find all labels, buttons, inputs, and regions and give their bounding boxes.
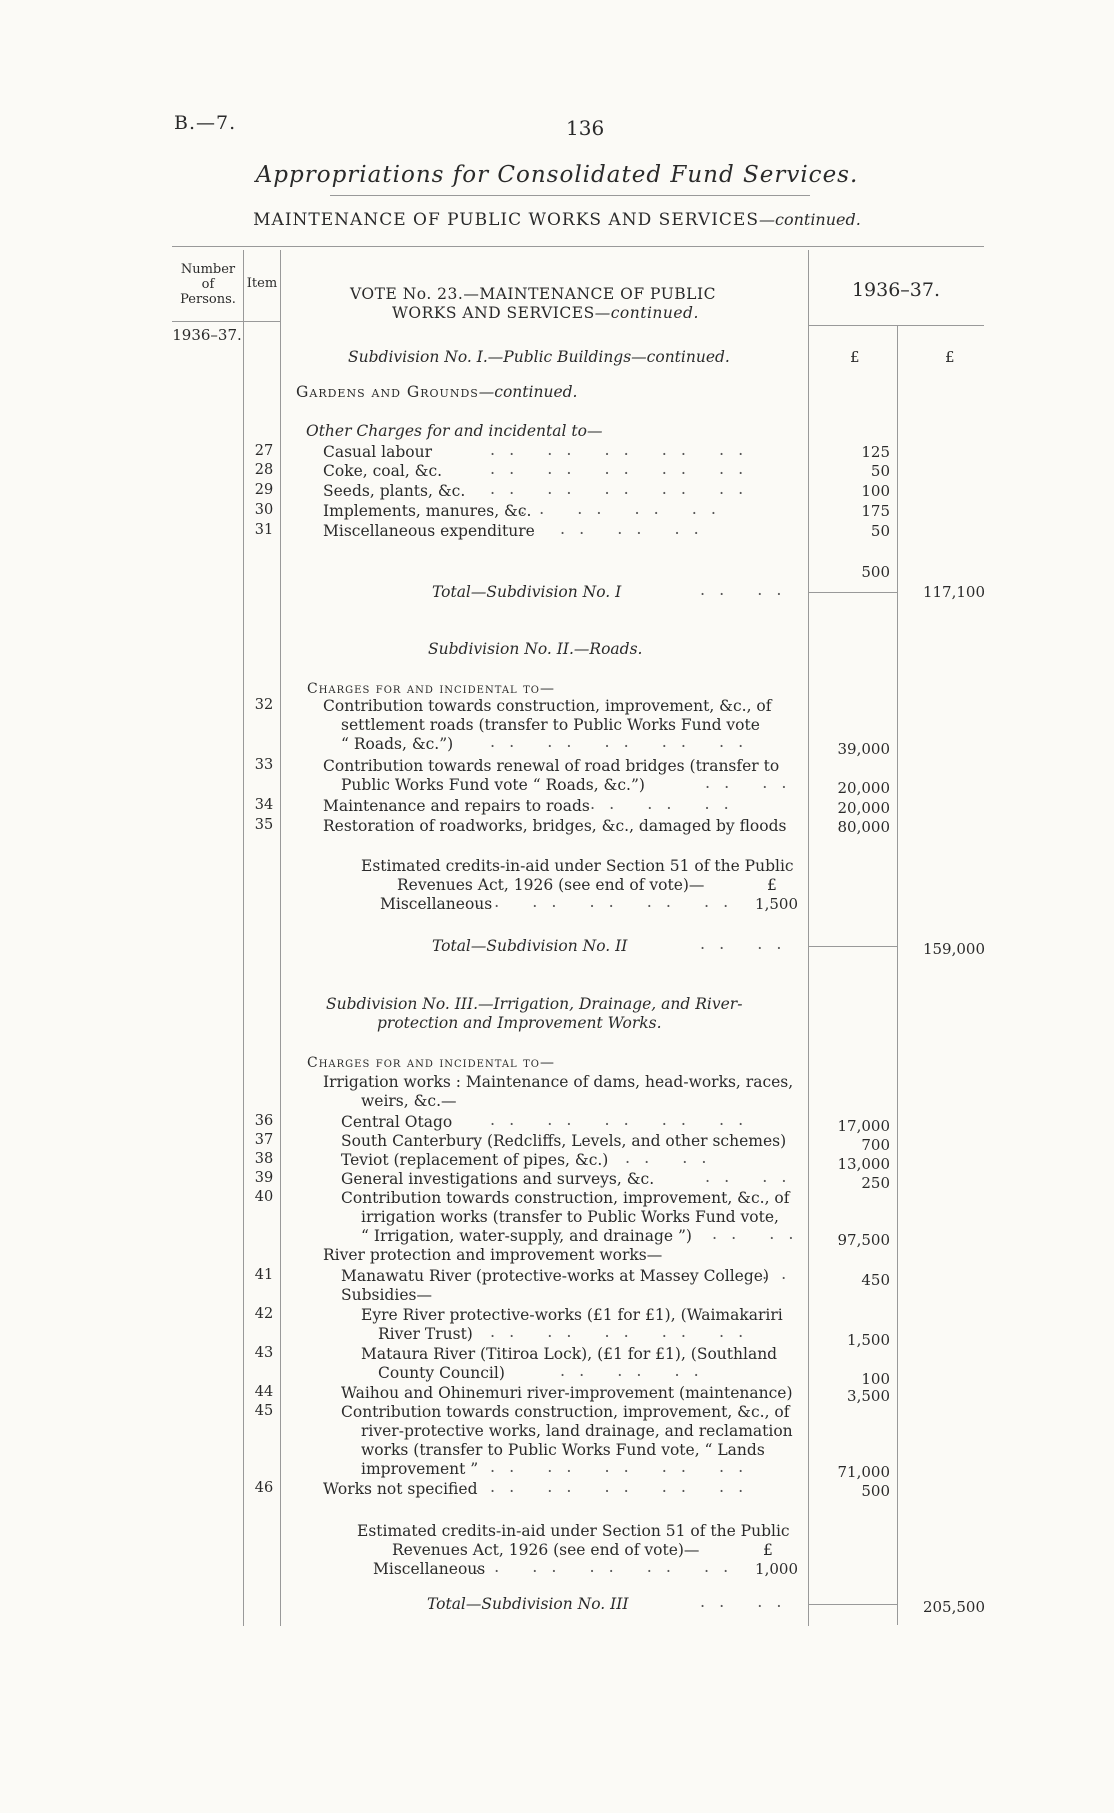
item-amount: 20,000 bbox=[837, 779, 890, 797]
item-description: Teviot (replacement of pipes, &c.) bbox=[341, 1151, 609, 1169]
item-description: Mataura River (Titiroa Lock), (£1 for £1), (Southland bbox=[361, 1345, 778, 1363]
item-amount: 175 bbox=[861, 502, 890, 520]
subtotal-rule bbox=[808, 1604, 897, 1605]
item-amount: 71,000 bbox=[837, 1463, 890, 1481]
leader-dots: .. .. .. .. .. bbox=[490, 1457, 758, 1476]
leader-dots: .. .. .. bbox=[590, 794, 743, 813]
amount-year-header: 1936–37. bbox=[851, 279, 941, 301]
item-number: 38 bbox=[254, 1151, 274, 1167]
leader-dots: .. .. .. .. .. bbox=[490, 732, 758, 751]
credits-pound-sign: £ bbox=[767, 876, 777, 894]
credits-in-aid-line2: Revenues Act, 1926 (see end of vote)— bbox=[392, 1541, 700, 1559]
item-number: 44 bbox=[254, 1384, 274, 1400]
subtotal-rule bbox=[808, 946, 897, 947]
subdivision-2-heading: Subdivision No. II.—Roads. bbox=[428, 640, 643, 658]
item-description: Central Otago bbox=[341, 1113, 453, 1131]
item-amount: 39,000 bbox=[837, 740, 890, 758]
credits-miscellaneous: Miscellaneous bbox=[373, 1560, 486, 1578]
leader-dots: .. .. .. .. .. bbox=[490, 1322, 758, 1341]
table-top-rule bbox=[172, 246, 984, 247]
title-rule bbox=[330, 195, 810, 196]
item-number: 34 bbox=[254, 797, 274, 813]
item-number: 46 bbox=[254, 1480, 274, 1496]
item-number: 37 bbox=[254, 1132, 274, 1148]
leader-dots: .. bbox=[762, 1264, 801, 1283]
subtotal-rule bbox=[808, 592, 897, 593]
credits-amount: 1,500 bbox=[755, 895, 798, 913]
item-number: 43 bbox=[254, 1345, 274, 1361]
item-amount: 3,500 bbox=[847, 1387, 890, 1405]
subdivision-1-subtotal: 500 bbox=[861, 563, 890, 581]
item-description: South Canterbury (Redcliffs, Levels, and other schemes) bbox=[341, 1132, 787, 1150]
leader-dots: .. .. .. .. bbox=[520, 499, 730, 518]
item-number: 28 bbox=[254, 462, 274, 478]
leader-dots: .. .. bbox=[700, 934, 796, 953]
item-amount: 250 bbox=[861, 1174, 890, 1192]
item-description: Manawatu River (protective-works at Massey College) bbox=[341, 1267, 769, 1285]
item-amount: 1,500 bbox=[847, 1331, 890, 1349]
leader-dots: .. .. .. .. .. bbox=[490, 459, 758, 478]
credits-amount: 1,000 bbox=[755, 1560, 798, 1578]
item-number: 35 bbox=[254, 817, 274, 833]
leader-dots: .. .. bbox=[700, 580, 796, 599]
item-number: 39 bbox=[254, 1170, 274, 1186]
item-description: Contribution towards renewal of road bridges (transfer to bbox=[323, 757, 780, 775]
item-number: 29 bbox=[254, 482, 274, 498]
river-protection-heading: River protection and improvement works— bbox=[323, 1246, 663, 1264]
subdivision-1-total: 117,100 bbox=[922, 583, 985, 601]
item-number: 40 bbox=[254, 1189, 274, 1205]
item-amount: 500 bbox=[861, 1482, 890, 1500]
subdivision-2-total: 159,000 bbox=[922, 940, 985, 958]
item-number: 31 bbox=[254, 522, 274, 538]
subdivision-3-total-label: Total—Subdivision No. III bbox=[427, 1595, 629, 1613]
leader-dots: .. .. bbox=[700, 1592, 796, 1611]
item-description: Casual labour bbox=[323, 443, 433, 461]
irrigation-works-heading: Irrigation works : Maintenance of dams, head-works, races, bbox=[323, 1073, 794, 1091]
subdivision-1-total-label: Total—Subdivision No. I bbox=[432, 583, 622, 601]
total-column-rule bbox=[897, 325, 898, 1625]
year-right-rule bbox=[808, 325, 984, 326]
leader-dots: .. .. .. bbox=[560, 519, 713, 538]
item-description: Contribution towards construction, improvement, &c., of bbox=[341, 1189, 790, 1207]
credits-miscellaneous: Miscellaneous bbox=[380, 895, 493, 913]
item-number: 33 bbox=[254, 757, 274, 773]
amount-column-rule bbox=[808, 250, 809, 1626]
item-description: Waihou and Ohinemuri river-improvement (maintenance) bbox=[341, 1384, 793, 1402]
item-amount: 17,000 bbox=[837, 1117, 890, 1135]
subdivision-1-heading: Subdivision No. I.—Public Buildings—continued. bbox=[348, 348, 730, 366]
persons-year: 1936–37. bbox=[172, 326, 242, 344]
subdivision-3-heading-line2: protection and Improvement Works. bbox=[377, 1014, 662, 1032]
item-description: River Trust) bbox=[378, 1325, 473, 1343]
item-description: Maintenance and repairs to roads bbox=[323, 797, 590, 815]
item-number: 27 bbox=[254, 443, 274, 459]
page-title: Appropriations for Consolidated Fund Services. bbox=[255, 162, 859, 188]
credits-in-aid-line2: Revenues Act, 1926 (see end of vote)— bbox=[397, 876, 705, 894]
item-description: “ Roads, &c.”) bbox=[341, 735, 454, 753]
subsidies-heading: Subsidies— bbox=[341, 1286, 432, 1304]
credits-in-aid-line1: Estimated credits-in-aid under Section 51 of the Public bbox=[357, 1522, 790, 1540]
item-column-header: Item bbox=[246, 276, 278, 291]
other-charges-heading: Other Charges for and incidental to— bbox=[306, 422, 603, 440]
item-amount: 13,000 bbox=[837, 1155, 890, 1173]
item-description: Works not specified bbox=[323, 1480, 478, 1498]
irrigation-works-heading-cont: weirs, &c.— bbox=[361, 1092, 457, 1110]
item-amount: 100 bbox=[861, 482, 890, 500]
item-amount: 80,000 bbox=[837, 818, 890, 836]
leader-dots: .. .. .. .. .. bbox=[490, 479, 758, 498]
item-number: 42 bbox=[254, 1306, 274, 1322]
item-description: works (transfer to Public Works Fund vote, “ Lands bbox=[361, 1441, 765, 1459]
year-rule bbox=[172, 321, 280, 322]
vote-heading-line2: WORKS AND SERVICES—continued. bbox=[392, 304, 699, 322]
item-amount: 100 bbox=[861, 1370, 890, 1388]
item-description: settlement roads (transfer to Public Works Fund vote bbox=[341, 716, 760, 734]
item-amount: 50 bbox=[870, 462, 890, 480]
item-amount: 97,500 bbox=[837, 1231, 890, 1249]
leader-dots: .. .. bbox=[705, 1167, 801, 1186]
item-description: Miscellaneous expenditure bbox=[323, 522, 535, 540]
item-amount: 450 bbox=[861, 1271, 890, 1289]
item-number: 30 bbox=[254, 502, 274, 518]
item-description: Contribution towards construction, improvement, &c., of bbox=[341, 1403, 790, 1421]
item-number: 41 bbox=[254, 1267, 274, 1283]
item-number: 32 bbox=[254, 697, 274, 713]
item-amount: 50 bbox=[870, 522, 890, 540]
charges-heading: Charges for and incidental to— bbox=[307, 681, 556, 697]
item-description: irrigation works (transfer to Public Works Fund vote, bbox=[361, 1208, 779, 1226]
item-description: Eyre River protective-works (£1 for £1), (Waimakariri bbox=[361, 1306, 783, 1324]
item-amount: 125 bbox=[861, 443, 890, 461]
leader-dots: .. .. .. .. .. bbox=[490, 1110, 758, 1129]
persons-column-header: Number of Persons. bbox=[180, 262, 236, 307]
leader-dots: .. .. bbox=[625, 1148, 721, 1167]
leader-dots: .. .. .. bbox=[560, 1361, 713, 1380]
item-description: Public Works Fund vote “ Roads, &c.”) bbox=[341, 776, 645, 794]
leader-dots: .. .. .. .. .. bbox=[475, 892, 743, 911]
leader-dots: .. .. bbox=[705, 773, 801, 792]
item-amount: 20,000 bbox=[837, 799, 890, 817]
section-heading: MAINTENANCE OF PUBLIC WORKS AND SERVICES—continued. bbox=[253, 210, 861, 230]
item-description: General investigations and surveys, &c. bbox=[341, 1170, 655, 1188]
item-description: “ Irrigation, water-supply, and drainage ”) bbox=[361, 1227, 692, 1245]
leader-dots: .. .. .. .. .. bbox=[490, 1477, 758, 1496]
item-description: Seeds, plants, &c. bbox=[323, 482, 466, 500]
item-amount: 700 bbox=[861, 1136, 890, 1154]
item-description: river-protective works, land drainage, and reclamation bbox=[361, 1422, 793, 1440]
leader-dots: .. .. .. .. .. bbox=[490, 440, 758, 459]
item-description: improvement ” bbox=[361, 1460, 479, 1478]
vote-heading-line1: VOTE No. 23.—MAINTENANCE OF PUBLIC bbox=[350, 285, 716, 303]
subdivision-3-heading-line1: Subdivision No. III.—Irrigation, Drainage, and River- bbox=[326, 995, 743, 1013]
item-description: Contribution towards construction, improvement, &c., of bbox=[323, 697, 772, 715]
item-number: 45 bbox=[254, 1403, 274, 1419]
item-description: Restoration of roadworks, bridges, &c., damaged by floods bbox=[323, 817, 787, 835]
item-description: Coke, coal, &c. bbox=[323, 462, 443, 480]
page-number: 136 bbox=[566, 116, 605, 140]
document-reference: B.—7. bbox=[174, 112, 237, 134]
leader-dots: .. .. bbox=[712, 1224, 808, 1243]
subdivision-2-total-label: Total—Subdivision No. II bbox=[432, 937, 628, 955]
subdivision-3-total: 205,500 bbox=[922, 1598, 985, 1616]
leader-dots: .. .. .. .. .. bbox=[475, 1557, 743, 1576]
charges-heading: Charges for and incidental to— bbox=[307, 1055, 556, 1071]
gardens-grounds-heading: Gardens and Grounds—continued. bbox=[296, 383, 578, 401]
pound-sign-items: £ bbox=[850, 348, 860, 366]
credits-in-aid-line1: Estimated credits-in-aid under Section 51 of the Public bbox=[361, 857, 794, 875]
item-number: 36 bbox=[254, 1113, 274, 1129]
item-description: Implements, manures, &c. bbox=[323, 502, 532, 520]
credits-pound-sign: £ bbox=[763, 1541, 773, 1559]
pound-sign-totals: £ bbox=[945, 348, 955, 366]
item-description: County Council) bbox=[378, 1364, 505, 1382]
